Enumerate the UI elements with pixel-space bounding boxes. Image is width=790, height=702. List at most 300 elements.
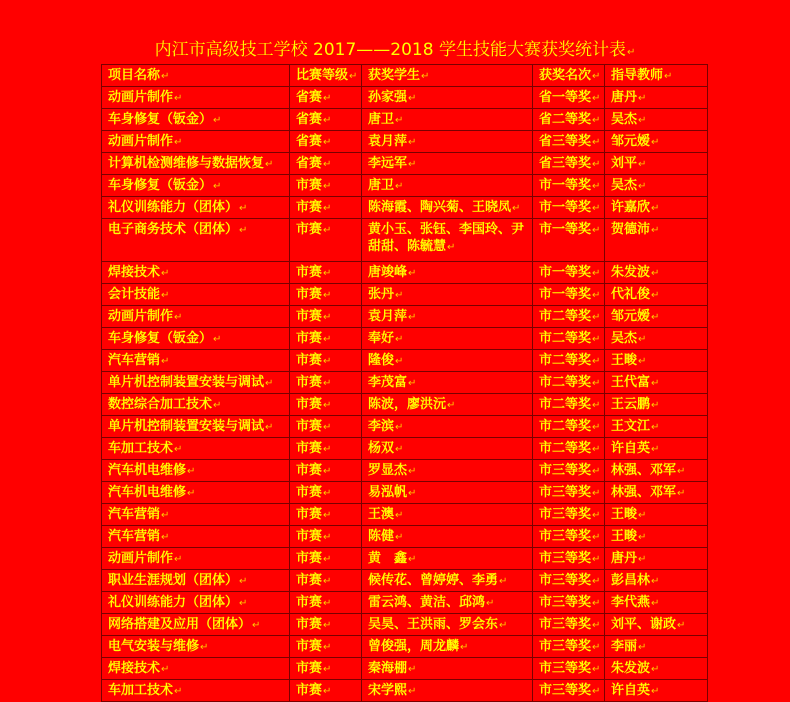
cell-text: 陈海霞、陶兴菊、王晓凤 [368,200,512,215]
cell-text: 许嘉欣 [611,200,651,215]
cell-level [290,460,362,482]
return-mark: ↵ [638,93,647,104]
cell-students [362,570,533,592]
cell-text: 汽车营销 [108,529,161,544]
cell-text: 曾俊强，周龙麟 [368,639,460,654]
cell-project [102,636,290,658]
table-row [102,570,708,592]
cell-students [362,131,533,153]
cell-level [290,328,362,350]
cell-teacher [605,284,708,306]
cell-project [102,548,290,570]
cell-project [102,175,290,197]
cell-text: 林强、邓军 [611,485,677,500]
return-mark: ↵ [651,203,660,214]
return-mark: ↵ [592,334,601,345]
cell-text: 市三等奖 [539,683,592,698]
return-mark: ↵ [323,290,332,301]
return-mark: ↵ [592,378,601,389]
cell-text: 网络搭建及应用（团体） [108,617,252,632]
return-mark: ↵ [460,642,469,653]
return-mark: ↵ [408,466,417,477]
cell-project [102,87,290,109]
cell-text: 秦海棚 [368,661,408,676]
cell-text: 王畯 [611,529,638,544]
table-row [102,438,708,460]
table-row [102,175,708,197]
return-mark: ↵ [323,488,332,499]
return-mark: ↵ [651,598,660,609]
return-mark: ↵ [408,664,417,675]
cell-text: 吴杰 [611,331,638,346]
cell-level [290,197,362,219]
return-mark: ↵ [252,620,261,631]
cell-students [362,526,533,548]
cell-project [102,350,290,372]
cell-text: 彭昌林 [611,573,651,588]
cell-text: 市赛 [296,287,323,302]
cell-level [290,306,362,328]
cell-project [102,153,290,175]
cell-rank [533,636,605,658]
return-mark: ↵ [323,686,332,697]
cell-text: 市一等奖 [539,222,592,237]
cell-text: 汽车机电维修 [108,463,187,478]
cell-teacher [605,175,708,197]
cell-level [290,416,362,438]
cell-text: 许自英 [611,441,651,456]
table-row [102,219,708,262]
cell-text: 邹元嫒 [611,309,651,324]
return-mark: ↵ [174,444,183,455]
cell-text: 市赛 [296,485,323,500]
return-mark: ↵ [323,137,332,148]
return-mark: ↵ [323,444,332,455]
cell-level [290,592,362,614]
return-mark: ↵ [592,576,601,587]
return-mark: ↵ [323,181,332,192]
return-mark: ↵ [592,444,601,455]
cell-text: 吴杰 [611,112,638,127]
cell-project [102,526,290,548]
cell-teacher [605,482,708,504]
return-mark: ↵ [395,290,404,301]
cell-project [102,460,290,482]
return-mark: ↵ [213,115,222,126]
cell-text: 市赛 [296,463,323,478]
table-row [102,592,708,614]
cell-text: 市二等奖 [539,441,592,456]
return-mark: ↵ [323,356,332,367]
cell-text: 市三等奖 [539,551,592,566]
cell-text: 市二等奖 [539,331,592,346]
cell-text: 王畯 [611,353,638,368]
cell-rank [533,416,605,438]
cell-level [290,680,362,702]
return-mark: ↵ [408,93,417,104]
cell-text: 电气安装与维修 [108,639,200,654]
cell-teacher [605,548,708,570]
cell-text: 动画片制作 [108,551,174,566]
cell-text: 易泓帆 [368,485,408,500]
cell-level [290,658,362,680]
return-mark: ↵ [323,532,332,543]
header-students: 获奖学生↵ [362,65,533,87]
cell-project [102,570,290,592]
cell-project [102,504,290,526]
cell-project [102,658,290,680]
cell-project [102,109,290,131]
cell-text: 市赛 [296,178,323,193]
return-mark: ↵ [651,268,660,279]
cell-project [102,680,290,702]
cell-text: 市三等奖 [539,507,592,522]
return-mark: ↵ [651,312,660,323]
table-row [102,372,708,394]
header-project: 项目名称↵ [102,65,290,87]
cell-rank [533,570,605,592]
cell-text: 朱发波 [611,265,651,280]
cell-text: 孙家强 [368,90,408,105]
cell-students [362,109,533,131]
cell-project [102,482,290,504]
cell-text: 市赛 [296,441,323,456]
return-mark: ↵ [651,378,660,389]
cell-text: 李茂富 [368,375,408,390]
cell-rank [533,526,605,548]
cell-rank [533,504,605,526]
cell-text: 王畯 [611,507,638,522]
cell-text: 唐卫 [368,112,395,127]
cell-rank [533,614,605,636]
cell-students [362,372,533,394]
table-row [102,548,708,570]
cell-students [362,153,533,175]
return-mark: ↵ [323,510,332,521]
cell-text: 朱发波 [611,661,651,676]
cell-students [362,394,533,416]
cell-text: 单片机控制装置安装与调试 [108,375,265,390]
cell-text: 市赛 [296,265,323,280]
table-row [102,658,708,680]
cell-text: 市赛 [296,529,323,544]
cell-project [102,219,290,262]
cell-text: 唐丹 [611,551,638,566]
return-mark: ↵ [499,576,508,587]
return-mark: ↵ [592,181,601,192]
cell-text: 动画片制作 [108,90,174,105]
cell-text: 刘平 [611,156,638,171]
cell-students [362,680,533,702]
return-mark: ↵ [323,400,332,411]
return-mark: ↵ [592,532,601,543]
cell-rank [533,306,605,328]
cell-text: 省一等奖 [539,90,592,105]
cell-level [290,131,362,153]
return-mark: ↵ [592,290,601,301]
cell-teacher [605,328,708,350]
cell-text: 市赛 [296,595,323,610]
cell-level [290,570,362,592]
cell-project [102,592,290,614]
cell-level [290,438,362,460]
cell-students [362,636,533,658]
cell-level [290,482,362,504]
header-teacher: 指导教师↵ [605,65,708,87]
return-mark: ↵ [265,159,274,170]
return-mark: ↵ [174,686,183,697]
cell-students [362,284,533,306]
cell-teacher [605,306,708,328]
table-row [102,350,708,372]
cell-text: 隆俊 [368,353,395,368]
cell-level [290,109,362,131]
cell-text: 车身修复（钣金） [108,331,213,346]
return-mark: ↵ [323,664,332,675]
cell-teacher [605,570,708,592]
cell-text: 市一等奖 [539,265,592,280]
cell-level [290,504,362,526]
return-mark: ↵ [592,664,601,675]
table-row [102,87,708,109]
table-row [102,131,708,153]
return-mark: ↵ [592,312,601,323]
return-mark: ↵ [651,137,660,148]
cell-rank [533,482,605,504]
cell-text: 车加工技术 [108,441,174,456]
return-mark: ↵ [592,510,601,521]
cell-students [362,504,533,526]
cell-project [102,262,290,284]
cell-teacher [605,680,708,702]
cell-text: 礼仪训练能力（团体） [108,595,239,610]
cell-text: 许自英 [611,683,651,698]
table-row [102,636,708,658]
return-mark: ↵ [447,400,456,411]
table-row [102,262,708,284]
cell-level [290,175,362,197]
cell-project [102,328,290,350]
cell-students [362,658,533,680]
cell-text: 黄 鑫 [368,551,408,566]
cell-text: 李滨 [368,419,395,434]
cell-text: 省二等奖 [539,112,592,127]
cell-text: 市赛 [296,661,323,676]
cell-rank [533,394,605,416]
return-mark: ↵ [592,137,601,148]
cell-text: 礼仪训练能力（团体） [108,200,239,215]
cell-rank [533,87,605,109]
return-mark: ↵ [408,159,417,170]
return-mark: ↵ [323,466,332,477]
return-mark: ↵ [408,378,417,389]
cell-text: 邹元嫒 [611,134,651,149]
cell-level [290,153,362,175]
cell-text: 市三等奖 [539,595,592,610]
return-mark: ↵ [161,510,170,521]
return-mark: ↵ [174,554,183,565]
return-mark: ↵ [174,93,183,104]
cell-rank [533,197,605,219]
return-mark: ↵ [638,642,647,653]
table-row [102,284,708,306]
cell-text: 李代燕 [611,595,651,610]
cell-text: 候传花、曾婷婷、李勇 [368,573,499,588]
cell-text: 吴昊、王洪雨、罗会东 [368,617,499,632]
return-mark: ↵ [323,334,332,345]
cell-teacher [605,131,708,153]
return-mark: ↵ [638,356,647,367]
cell-rank [533,175,605,197]
cell-text: 杨双 [368,441,395,456]
cell-level [290,262,362,284]
cell-rank [533,438,605,460]
table-row [102,680,708,702]
return-mark: ↵ [323,576,332,587]
cell-students [362,460,533,482]
cell-text: 袁月萍 [368,309,408,324]
header-level: 比赛等级↵ [290,65,362,87]
cell-rank [533,284,605,306]
return-mark: ↵ [161,268,170,279]
cell-rank [533,658,605,680]
cell-students [362,219,533,262]
return-mark: ↵ [323,268,332,279]
cell-text: 市赛 [296,419,323,434]
cell-text: 焊接技术 [108,661,161,676]
return-mark: ↵ [592,400,601,411]
return-mark: ↵ [323,554,332,565]
cell-text: 刘平、谢政 [611,617,677,632]
cell-text: 袁月萍 [368,134,408,149]
return-mark: ↵ [323,225,332,236]
cell-rank [533,219,605,262]
cell-level [290,284,362,306]
cell-teacher [605,153,708,175]
cell-students [362,548,533,570]
cell-text: 车身修复（钣金） [108,112,213,127]
cell-text: 陈波，廖洪沅 [368,397,447,412]
cell-text: 市赛 [296,222,323,237]
return-mark: ↵ [651,686,660,697]
cell-teacher [605,262,708,284]
cell-rank [533,109,605,131]
cell-students [362,350,533,372]
cell-text: 唐卫 [368,178,395,193]
cell-rank [533,372,605,394]
cell-students [362,592,533,614]
cell-text: 代礼俊 [611,287,651,302]
cell-text: 市三等奖 [539,617,592,632]
return-mark: ↵ [161,532,170,543]
return-mark: ↵ [187,466,196,477]
return-mark: ↵ [213,334,222,345]
cell-text: 焊接技术 [108,265,161,280]
cell-text: 市一等奖 [539,178,592,193]
cell-text: 市二等奖 [539,375,592,390]
cell-text: 市赛 [296,375,323,390]
cell-text: 市二等奖 [539,419,592,434]
return-mark: ↵ [161,290,170,301]
return-mark: ↵ [447,242,456,253]
cell-text: 市二等奖 [539,309,592,324]
return-mark: ↵ [499,620,508,631]
cell-teacher [605,416,708,438]
return-mark: ↵ [651,576,660,587]
return-mark: ↵ [592,356,601,367]
cell-teacher [605,592,708,614]
return-mark: ↵ [161,664,170,675]
cell-teacher [605,614,708,636]
cell-students [362,328,533,350]
cell-text: 市赛 [296,309,323,324]
return-mark: ↵ [592,686,601,697]
cell-text: 李远军 [368,156,408,171]
cell-text: 职业生涯规划（团体） [108,573,239,588]
return-mark: ↵ [592,203,601,214]
return-mark: ↵ [651,400,660,411]
cell-text: 唐丹 [611,90,638,105]
cell-project [102,306,290,328]
cell-students [362,197,533,219]
table-row [102,394,708,416]
cell-teacher [605,109,708,131]
cell-text: 市三等奖 [539,639,592,654]
cell-text: 张丹 [368,287,395,302]
cell-students [362,87,533,109]
cell-teacher [605,526,708,548]
cell-level [290,394,362,416]
cell-project [102,416,290,438]
return-mark: ↵ [592,554,601,565]
return-mark: ↵ [677,488,686,499]
cell-text: 汽车营销 [108,353,161,368]
return-mark: ↵ [592,93,601,104]
cell-students [362,614,533,636]
return-mark: ↵ [677,620,686,631]
cell-text: 雷云鸿、黄洁、邱鸿 [368,595,486,610]
return-mark: ↵ [161,356,170,367]
cell-text: 林强、邓军 [611,463,677,478]
cell-level [290,614,362,636]
cell-teacher [605,350,708,372]
cell-teacher [605,460,708,482]
cell-text: 市赛 [296,573,323,588]
return-mark: ↵ [592,642,601,653]
return-mark: ↵ [408,686,417,697]
return-mark: ↵ [592,268,601,279]
cell-text: 省赛 [296,90,323,105]
return-mark: ↵ [638,181,647,192]
cell-teacher [605,636,708,658]
return-mark: ↵ [239,203,248,214]
table-row [102,197,708,219]
cell-students [362,416,533,438]
cell-text: 市赛 [296,683,323,698]
cell-rank [533,548,605,570]
return-mark: ↵ [638,554,647,565]
return-mark: ↵ [638,115,647,126]
cell-project [102,131,290,153]
cell-text: 市赛 [296,617,323,632]
return-mark: ↵ [486,598,495,609]
return-mark: ↵ [323,203,332,214]
cell-level [290,526,362,548]
cell-project [102,372,290,394]
cell-text: 市赛 [296,639,323,654]
cell-rank [533,592,605,614]
return-mark: ↵ [187,488,196,499]
